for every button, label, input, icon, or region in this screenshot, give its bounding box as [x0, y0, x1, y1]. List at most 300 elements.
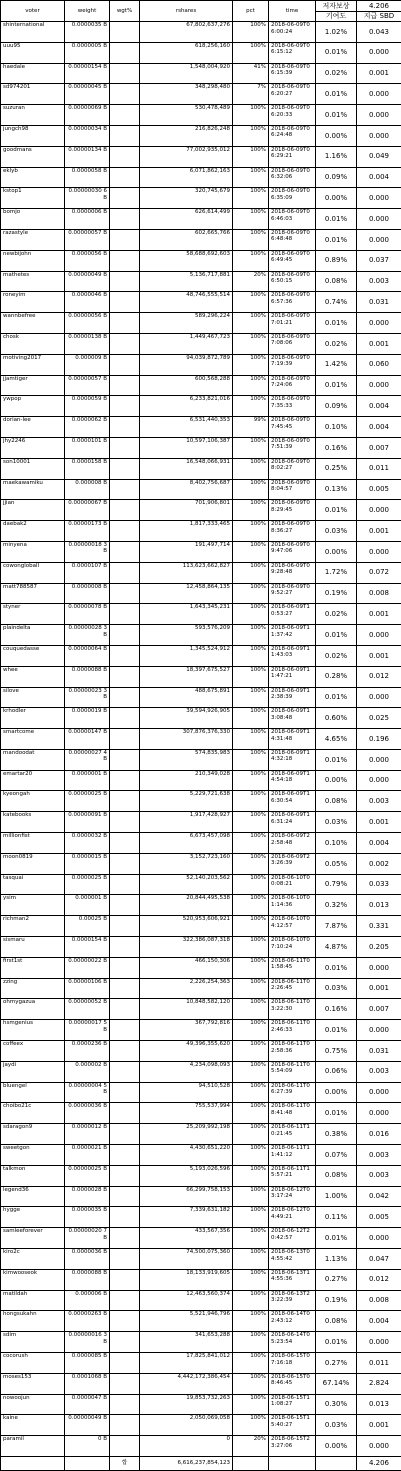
- weight-cell: 0.00000106 B: [65, 978, 110, 999]
- pct-cell: 100%: [233, 1124, 269, 1145]
- contrib-cell: 0.01%: [316, 229, 357, 250]
- weight-cell: 0.00000078 B: [65, 604, 110, 625]
- time-cell: 2018-06-11T15:57:21: [269, 1165, 316, 1186]
- pct-cell: 100%: [233, 1145, 269, 1166]
- table-row: [1, 417, 401, 438]
- pct-cell: 100%: [233, 1228, 269, 1249]
- time-cell: 2018-06-09T06:20:33: [269, 105, 316, 126]
- weight-cell: 0.0000035 B: [65, 1207, 110, 1228]
- table-row: [1, 271, 401, 292]
- time-cell: 2018-06-15T15:40:27: [269, 1415, 316, 1436]
- voter-cell: daebak2: [1, 521, 65, 542]
- time-cell: 2018-06-09T09:47:06: [269, 541, 316, 562]
- time-cell: 2018-06-09T06:46:03: [269, 209, 316, 230]
- time-cell: 2018-06-14T05:23:54: [269, 1332, 316, 1353]
- voter-cell: paramil: [1, 1436, 65, 1457]
- wgt-cell: [110, 521, 140, 542]
- pct-cell: 100%: [233, 229, 269, 250]
- time-cell: 2018-06-11T05:54:09: [269, 1061, 316, 1082]
- rshares-cell: 5,193,026,596: [140, 1165, 233, 1186]
- contrib-cell: 0.10%: [316, 833, 357, 854]
- sbd-cell: 0.007: [357, 999, 401, 1020]
- contrib-cell: 0.08%: [316, 791, 357, 812]
- time-cell: 2018-06-11T10:21:45: [269, 1124, 316, 1145]
- voter-cell: newbijohn: [1, 250, 65, 271]
- voter-cell: jjian: [1, 500, 65, 521]
- time-cell: 2018-06-14T02:43:12: [269, 1311, 316, 1332]
- pct-cell: 100%: [233, 645, 269, 666]
- table-row: [1, 1082, 401, 1103]
- wgt-cell: [110, 1332, 140, 1353]
- pct-cell: 100%: [233, 333, 269, 354]
- voter-cell: smartcome: [1, 729, 65, 750]
- weight-cell: 0.00000025 B: [65, 1165, 110, 1186]
- rshares-cell: 3,152,723,160: [140, 853, 233, 874]
- pct-cell: 20%: [233, 271, 269, 292]
- pct-cell: 100%: [233, 1249, 269, 1270]
- rshares-cell: 2,226,254,363: [140, 978, 233, 999]
- table-row: [1, 562, 401, 583]
- sbd-cell: 0.003: [357, 791, 401, 812]
- weight-cell: 0.00000069 B: [65, 105, 110, 126]
- contrib-cell: 0.07%: [316, 1145, 357, 1166]
- weight-cell: 0.0000046 B: [65, 292, 110, 313]
- contrib-cell: 0.11%: [316, 1207, 357, 1228]
- contrib-cell: 0.09%: [316, 396, 357, 417]
- voter-cell: zzing: [1, 978, 65, 999]
- weight-cell: 0.000001 B: [65, 895, 110, 916]
- sbd-cell: 0.012: [357, 666, 401, 687]
- contrib-cell: 0.01%: [316, 500, 357, 521]
- time-cell: 2018-06-09T07:08:06: [269, 333, 316, 354]
- sbd-cell: 0.016: [357, 1124, 401, 1145]
- voter-cell: uuu95: [1, 42, 65, 63]
- contrib-cell: 0.28%: [316, 666, 357, 687]
- voter-cell: nowoojun: [1, 1394, 65, 1415]
- sbd-cell: 0.001: [357, 812, 401, 833]
- weight-cell: 0.000006 B: [65, 1290, 110, 1311]
- wgt-cell: [110, 250, 140, 271]
- rshares-cell: 1,449,467,723: [140, 333, 233, 354]
- pct-cell: 100%: [233, 604, 269, 625]
- time-cell: 2018-06-09T08:36:27: [269, 521, 316, 542]
- sbd-cell: 0.012: [357, 1269, 401, 1290]
- pct-cell: 100%: [233, 188, 269, 209]
- contrib-cell: 4.65%: [316, 729, 357, 750]
- wgt-cell: [110, 417, 140, 438]
- rshares-cell: 52,140,203,562: [140, 874, 233, 895]
- voter-cell: motiving2017: [1, 354, 65, 375]
- table-row: [1, 250, 401, 271]
- table-row: [1, 105, 401, 126]
- wgt-cell: [110, 354, 140, 375]
- sbd-cell: 0.042: [357, 1186, 401, 1207]
- contrib-cell: 0.01%: [316, 1332, 357, 1353]
- weight-cell: 0.0000154 B: [65, 937, 110, 958]
- wgt-cell: [110, 125, 140, 146]
- wgt-cell: [110, 604, 140, 625]
- contrib-cell: 0.01%: [316, 1228, 357, 1249]
- weight-cell: 0.0000032 B: [65, 833, 110, 854]
- rshares-cell: 4,442,172,386,454: [140, 1373, 233, 1394]
- rshares-cell: 6,673,457,098: [140, 833, 233, 854]
- rshares-cell: 520,953,606,921: [140, 916, 233, 937]
- table-row: [1, 1103, 401, 1124]
- table-row: [1, 396, 401, 417]
- voter-cell: bomjo: [1, 209, 65, 230]
- contrib-cell: 0.38%: [316, 1124, 357, 1145]
- contrib-cell: 0.27%: [316, 1269, 357, 1290]
- weight-cell: 0.00000028 3 B: [65, 625, 110, 646]
- contrib-cell: 0.01%: [316, 625, 357, 646]
- sbd-cell: 0.001: [357, 604, 401, 625]
- table-row: [1, 375, 401, 396]
- contrib-cell: 0.09%: [316, 167, 357, 188]
- time-cell: 2018-06-09T11:37:42: [269, 625, 316, 646]
- weight-cell: 0.0000012 B: [65, 1124, 110, 1145]
- pct-cell: 100%: [233, 916, 269, 937]
- voter-cell: hygge: [1, 1207, 65, 1228]
- sbd-cell: 0.001: [357, 63, 401, 84]
- pct-cell: 100%: [233, 1020, 269, 1041]
- contrib-cell: 7.87%: [316, 916, 357, 937]
- table-row: [1, 1249, 401, 1270]
- weight-cell: 0.0000035 B: [65, 22, 110, 43]
- rshares-cell: 367,792,816: [140, 1020, 233, 1041]
- weight-cell: 0.00000154 B: [65, 63, 110, 84]
- contrib-cell: 0.01%: [316, 42, 357, 63]
- time-cell: 2018-06-10T07:10:24: [269, 937, 316, 958]
- weight-cell: 0.0000056 B: [65, 250, 110, 271]
- time-cell: 2018-06-15T23:27:06: [269, 1436, 316, 1457]
- pct-cell: 99%: [233, 417, 269, 438]
- weight-cell: 0.00000025 B: [65, 791, 110, 812]
- contrib-cell: 0.01%: [316, 84, 357, 105]
- time-cell: 2018-06-11T08:41:48: [269, 1103, 316, 1124]
- rshares-cell: 10,848,582,120: [140, 999, 233, 1020]
- contrib-cell: 0.27%: [316, 1353, 357, 1374]
- wgt-cell: [110, 583, 140, 604]
- rshares-cell: 7,339,631,182: [140, 1207, 233, 1228]
- contrib-cell: 0.08%: [316, 1311, 357, 1332]
- table-row: [1, 937, 401, 958]
- time-cell: 2018-06-09T23:26:39: [269, 853, 316, 874]
- table-row: [1, 729, 401, 750]
- pct-cell: 100%: [233, 125, 269, 146]
- table-row: [1, 188, 401, 209]
- contrib-cell: 0.74%: [316, 292, 357, 313]
- voter-cell: matt788587: [1, 583, 65, 604]
- table-row: [1, 645, 401, 666]
- voter-cell: first1st: [1, 957, 65, 978]
- rshares-cell: 433,567,356: [140, 1228, 233, 1249]
- pct-cell: 100%: [233, 937, 269, 958]
- table-row: [1, 1228, 401, 1249]
- weight-cell: 0.00000004 5 B: [65, 1082, 110, 1103]
- sbd-cell: 0.003: [357, 271, 401, 292]
- contrib-cell: 0.25%: [316, 458, 357, 479]
- weight-cell: 0.00025 B: [65, 916, 110, 937]
- time-cell: 2018-06-09T06:29:21: [269, 146, 316, 167]
- pct-cell: 100%: [233, 666, 269, 687]
- contrib-cell: 0.03%: [316, 978, 357, 999]
- col-time: time: [269, 1, 316, 22]
- time-cell: 2018-06-13T14:55:36: [269, 1269, 316, 1290]
- voter-cell: sweetgon: [1, 1145, 65, 1166]
- sbd-cell: 0.001: [357, 645, 401, 666]
- sbd-cell: 0.033: [357, 874, 401, 895]
- pct-cell: 100%: [233, 562, 269, 583]
- table-row: [1, 1061, 401, 1082]
- sbd-cell: 0.001: [357, 1415, 401, 1436]
- sbd-cell: 0.000: [357, 770, 401, 791]
- table-row: [1, 791, 401, 812]
- wgt-cell: [110, 1394, 140, 1415]
- time-cell: 2018-06-15T07:16:18: [269, 1353, 316, 1374]
- voter-cell: mathetes: [1, 271, 65, 292]
- table-row: [1, 749, 401, 770]
- weight-cell: 0.00000064 B: [65, 645, 110, 666]
- pct-cell: 100%: [233, 396, 269, 417]
- wgt-cell: [110, 1020, 140, 1041]
- rshares-cell: 626,614,499: [140, 209, 233, 230]
- rshares-cell: 6,071,862,163: [140, 167, 233, 188]
- sbd-cell: 0.004: [357, 396, 401, 417]
- pct-cell: 100%: [233, 1186, 269, 1207]
- table-row: [1, 666, 401, 687]
- table-row: [1, 42, 401, 63]
- weight-cell: 0.00000049 B: [65, 1415, 110, 1436]
- voter-cell: cocorush: [1, 1353, 65, 1374]
- wgt-cell: [110, 313, 140, 334]
- voter-cell: sismaru: [1, 937, 65, 958]
- weight-cell: 0.0000085 B: [65, 1353, 110, 1374]
- table-row: [1, 1290, 401, 1311]
- sbd-cell: 0.025: [357, 708, 401, 729]
- weight-cell: 0.00000052 B: [65, 999, 110, 1020]
- col-weight: weight: [65, 1, 110, 22]
- table-row: [1, 167, 401, 188]
- weight-cell: 0.000009 B: [65, 354, 110, 375]
- wgt-cell: [110, 1228, 140, 1249]
- time-cell: 2018-06-09T12:38:39: [269, 687, 316, 708]
- sum-empty-5: [316, 1456, 357, 1470]
- wgt-cell: [110, 1415, 140, 1436]
- voter-cell: suzuran: [1, 105, 65, 126]
- pct-cell: 100%: [233, 22, 269, 43]
- wgt-cell: [110, 42, 140, 63]
- sbd-cell: 0.000: [357, 229, 401, 250]
- sbd-cell: 0.000: [357, 125, 401, 146]
- rshares-cell: 602,665,766: [140, 229, 233, 250]
- rshares-cell: 20,844,495,538: [140, 895, 233, 916]
- sbd-cell: 0.003: [357, 1165, 401, 1186]
- time-cell: 2018-06-15T08:46:45: [269, 1373, 316, 1394]
- voter-cell: coffeex: [1, 1041, 65, 1062]
- time-cell: 2018-06-09T14:32:18: [269, 749, 316, 770]
- contrib-cell: 0.00%: [316, 188, 357, 209]
- weight-cell: 0.00000173 B: [65, 521, 110, 542]
- weight-cell: 0.0000107 B: [65, 562, 110, 583]
- table-row: [1, 333, 401, 354]
- contrib-cell: 0.32%: [316, 895, 357, 916]
- time-cell: 2018-06-09T06:50:15: [269, 271, 316, 292]
- wgt-cell: [110, 708, 140, 729]
- time-cell: 2018-06-13T04:55:42: [269, 1249, 316, 1270]
- wgt-cell: [110, 271, 140, 292]
- time-cell: 2018-06-09T16:31:24: [269, 812, 316, 833]
- sbd-cell: 0.008: [357, 1290, 401, 1311]
- table-row: [1, 978, 401, 999]
- table-row: [1, 313, 401, 334]
- time-cell: 2018-06-09T09:28:48: [269, 562, 316, 583]
- rshares-cell: 589,296,224: [140, 313, 233, 334]
- time-cell: 2018-06-11T11:41:12: [269, 1145, 316, 1166]
- weight-cell: 0.00000020 7 B: [65, 1228, 110, 1249]
- rshares-cell: 574,835,983: [140, 749, 233, 770]
- weight-cell: 0.0000236 B: [65, 1041, 110, 1062]
- contrib-cell: 1.00%: [316, 1186, 357, 1207]
- voter-cell: minyena: [1, 541, 65, 562]
- sbd-cell: 0.011: [357, 1353, 401, 1374]
- sbd-cell: 0.196: [357, 729, 401, 750]
- pct-cell: 100%: [233, 729, 269, 750]
- weight-cell: 0.0000158 B: [65, 458, 110, 479]
- voter-cell: kaine: [1, 1415, 65, 1436]
- sbd-cell: 0.049: [357, 146, 401, 167]
- wgt-cell: [110, 895, 140, 916]
- table-row: [1, 833, 401, 854]
- voter-cell: ywpop: [1, 396, 65, 417]
- wgt-cell: [110, 645, 140, 666]
- time-cell: 2018-06-09T06:00:24: [269, 22, 316, 43]
- pct-cell: 100%: [233, 354, 269, 375]
- contrib-cell: 0.02%: [316, 333, 357, 354]
- weight-cell: 0.0000001 B: [65, 770, 110, 791]
- wgt-cell: [110, 1103, 140, 1124]
- contrib-cell: 0.01%: [316, 313, 357, 334]
- voter-cell: kimwooseok: [1, 1269, 65, 1290]
- sbd-cell: 0.031: [357, 1041, 401, 1062]
- rshares-cell: 1,345,524,912: [140, 645, 233, 666]
- weight-cell: 0.00000022 B: [65, 957, 110, 978]
- table-row: [1, 957, 401, 978]
- weight-cell: 0.0000058 B: [65, 167, 110, 188]
- contrib-cell: 1.02%: [316, 22, 357, 43]
- rshares-cell: 600,568,288: [140, 375, 233, 396]
- pct-cell: 100%: [233, 1373, 269, 1394]
- wgt-cell: [110, 1124, 140, 1145]
- pct-cell: 100%: [233, 1041, 269, 1062]
- voter-cell: bluengel: [1, 1082, 65, 1103]
- pct-cell: 100%: [233, 521, 269, 542]
- pct-cell: 100%: [233, 437, 269, 458]
- wgt-cell: [110, 666, 140, 687]
- rshares-cell: 1,643,345,231: [140, 604, 233, 625]
- weight-cell: 0.0001068 B: [65, 1373, 110, 1394]
- pct-cell: 100%: [233, 749, 269, 770]
- contrib-cell: 0.01%: [316, 105, 357, 126]
- rshares-cell: 210,349,028: [140, 770, 233, 791]
- col-sbd: [357, 1, 401, 22]
- voter-cell: ohmygazua: [1, 999, 65, 1020]
- rshares-cell: 12,458,864,135: [140, 583, 233, 604]
- contrib-cell: 0.00%: [316, 125, 357, 146]
- pct-cell: 20%: [233, 1436, 269, 1457]
- pct-cell: 100%: [233, 978, 269, 999]
- pct-cell: 41%: [233, 63, 269, 84]
- wgt-cell: [110, 63, 140, 84]
- weight-cell: 0.0000005 B: [65, 42, 110, 63]
- rshares-cell: 348,298,480: [140, 84, 233, 105]
- sbd-cell: 0.000: [357, 625, 401, 646]
- rshares-cell: 66,299,758,153: [140, 1186, 233, 1207]
- sbd-cell: 0.000: [357, 541, 401, 562]
- wgt-cell: [110, 874, 140, 895]
- sum-empty-4: [269, 1456, 316, 1470]
- contrib-cell: 0.03%: [316, 1415, 357, 1436]
- rshares-cell: 0: [140, 1436, 233, 1457]
- pct-cell: 100%: [233, 1082, 269, 1103]
- rshares-cell: 94,510,528: [140, 1082, 233, 1103]
- contrib-cell: 0.00%: [316, 1082, 357, 1103]
- contrib-cell: 0.01%: [316, 687, 357, 708]
- sbd-cell: 0.001: [357, 521, 401, 542]
- col-contrib-label: 기여도: [316, 12, 356, 21]
- voter-cell: talkmon: [1, 1165, 65, 1186]
- pct-cell: 100%: [233, 42, 269, 63]
- time-cell: 2018-06-15T11:08:27: [269, 1394, 316, 1415]
- wgt-cell: [110, 1186, 140, 1207]
- wgt-cell: [110, 791, 140, 812]
- voter-cell: krhodler: [1, 708, 65, 729]
- time-cell: 2018-06-09T07:35:33: [269, 396, 316, 417]
- voter-cell: kiro2c: [1, 1249, 65, 1270]
- table-row: [1, 853, 401, 874]
- contrib-cell: 0.02%: [316, 604, 357, 625]
- voter-cell: jjamtiger: [1, 375, 65, 396]
- pct-cell: 100%: [233, 1061, 269, 1082]
- weight-cell: 0.00000034 B: [65, 125, 110, 146]
- voter-cell: shinternational: [1, 22, 65, 43]
- voter-cell: mandoodat: [1, 749, 65, 770]
- sbd-cell: 0.013: [357, 895, 401, 916]
- col-wgt: wgt%: [110, 1, 140, 22]
- voter-cell: jaydi: [1, 1061, 65, 1082]
- voter-cell: wannbefree: [1, 313, 65, 334]
- contrib-cell: 0.16%: [316, 999, 357, 1020]
- time-cell: 2018-06-09T10:53:27: [269, 604, 316, 625]
- voter-cell: plaindelta: [1, 625, 65, 646]
- weight-cell: 0.00000147 B: [65, 729, 110, 750]
- voter-cell: katebooks: [1, 812, 65, 833]
- wgt-cell: [110, 209, 140, 230]
- wgt-cell: [110, 562, 140, 583]
- wgt-cell: [110, 749, 140, 770]
- table-row: [1, 84, 401, 105]
- contrib-cell: 0.01%: [316, 375, 357, 396]
- pct-cell: 100%: [233, 375, 269, 396]
- time-cell: 2018-06-11T02:46:33: [269, 1020, 316, 1041]
- sbd-cell: 0.000: [357, 1436, 401, 1457]
- pct-cell: 100%: [233, 874, 269, 895]
- wgt-cell: [110, 1041, 140, 1062]
- voter-cell: cowongloball: [1, 562, 65, 583]
- table-row: [1, 541, 401, 562]
- voter-cell: razastyle: [1, 229, 65, 250]
- voter-cell: eklyb: [1, 167, 65, 188]
- rshares-cell: 4,234,098,093: [140, 1061, 233, 1082]
